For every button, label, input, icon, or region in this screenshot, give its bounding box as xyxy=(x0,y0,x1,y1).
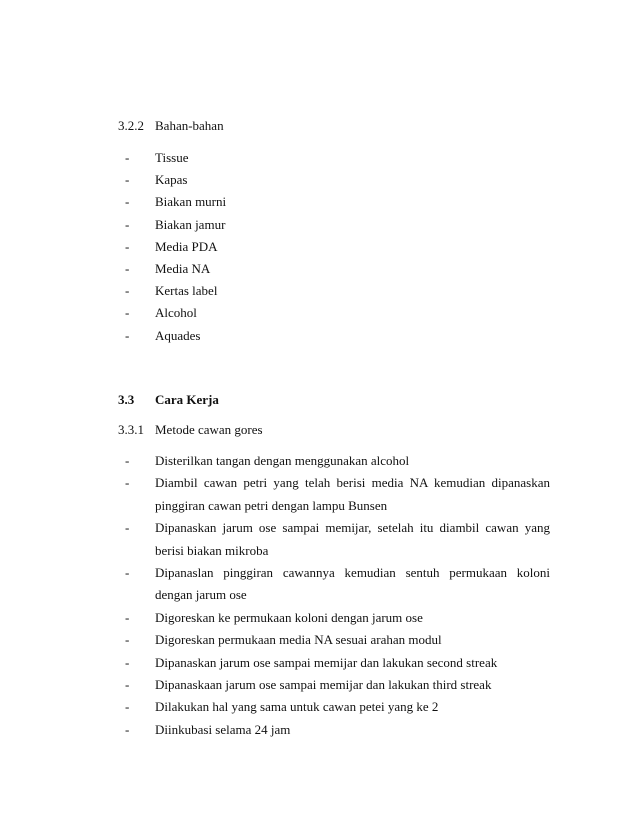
bullet-dash: - xyxy=(125,609,130,625)
list-item xyxy=(0,652,550,674)
list-item-text: Dipanaslan pinggiran cawannya kemudian sentuh permukaan koloni dengan jarum ose xyxy=(155,565,550,603)
list-item-text: Biakan murni xyxy=(155,194,227,210)
list-item-text: Dipanaskan jarum ose sampai memijar dan lakukan second streak xyxy=(155,654,498,670)
bullet-dash: - xyxy=(125,216,130,232)
list-item-text: Media NA xyxy=(155,260,211,276)
bullet-dash: - xyxy=(125,238,130,254)
section-heading-materials xyxy=(118,118,224,134)
section-heading-method xyxy=(118,422,263,438)
bullet-dash: - xyxy=(125,194,130,210)
list-item-text: Tissue xyxy=(155,150,189,165)
list-item xyxy=(0,607,550,629)
bullet-dash: - xyxy=(125,565,130,581)
bullet-dash: - xyxy=(125,520,130,536)
list-item-text: Disterilkan tangan dengan menggunakan alcohol xyxy=(155,453,410,468)
section-title: Cara Kerja xyxy=(155,392,219,407)
list-item-text: Diambil cawan petri yang telah berisi media NA kemudian dipanaskan pinggiran cawan petri dengan lampu Bunsen xyxy=(155,475,550,513)
bullet-dash: - xyxy=(125,172,130,188)
list-item xyxy=(0,261,550,283)
bullet-dash: - xyxy=(125,632,130,648)
list-item xyxy=(0,562,550,607)
bullet-dash: - xyxy=(125,699,130,715)
list-item-text: Aquades xyxy=(155,327,201,343)
bullet-dash: - xyxy=(125,677,130,693)
list-item-text: Biakan jamur xyxy=(155,216,226,232)
list-item xyxy=(0,150,550,172)
bullet-dash: - xyxy=(125,453,130,468)
list-item-text: Alcohol xyxy=(155,305,197,321)
list-item xyxy=(0,305,550,327)
list-item-text: Dilakukan hal yang sama untuk cawan petei yang ke 2 xyxy=(155,699,439,715)
list-item xyxy=(0,283,550,305)
list-item-text: Digoreskan permukaan media NA sesuai arahan modul xyxy=(155,632,442,648)
list-item xyxy=(0,450,550,472)
section-heading-procedure xyxy=(118,392,219,408)
bullet-dash: - xyxy=(125,721,130,737)
section-title: Metode cawan gores xyxy=(155,422,263,437)
list-item xyxy=(0,517,550,562)
method-steps-list xyxy=(0,450,638,741)
bullet-dash: - xyxy=(125,305,130,321)
list-item xyxy=(0,629,550,651)
section-number: 3.2.2 xyxy=(118,118,144,133)
list-item-text: Digoreskan ke permukaan koloni dengan jarum ose xyxy=(155,609,423,625)
list-item-text: Media PDA xyxy=(155,238,218,254)
section-title: Bahan-bahan xyxy=(155,118,224,133)
list-item-text: Kertas label xyxy=(155,283,218,299)
list-item-text: Diinkubasi selama 24 jam xyxy=(155,721,291,737)
bullet-dash: - xyxy=(125,283,130,299)
list-item-text: Kapas xyxy=(155,172,188,188)
bullet-dash: - xyxy=(125,327,130,343)
list-item xyxy=(0,217,550,239)
list-item xyxy=(0,172,550,194)
list-item xyxy=(0,674,550,696)
list-item xyxy=(0,472,550,517)
bullet-dash: - xyxy=(125,260,130,276)
section-number: 3.3.1 xyxy=(118,422,144,437)
bullet-dash: - xyxy=(125,654,130,670)
list-item xyxy=(0,328,550,350)
bullet-dash: - xyxy=(125,475,130,491)
list-item xyxy=(0,194,550,216)
section-number: 3.3 xyxy=(118,392,135,407)
materials-list xyxy=(0,150,638,350)
list-item xyxy=(0,696,550,718)
list-item xyxy=(0,719,550,741)
bullet-dash: - xyxy=(125,150,130,165)
list-item-text: Dipanaskan jarum ose sampai memijar, setelah itu diambil cawan yang berisi biakan mikroba xyxy=(155,520,550,558)
list-item xyxy=(0,239,550,261)
list-item-text: Dipanaskaan jarum ose sampai memijar dan lakukan third streak xyxy=(155,677,492,693)
